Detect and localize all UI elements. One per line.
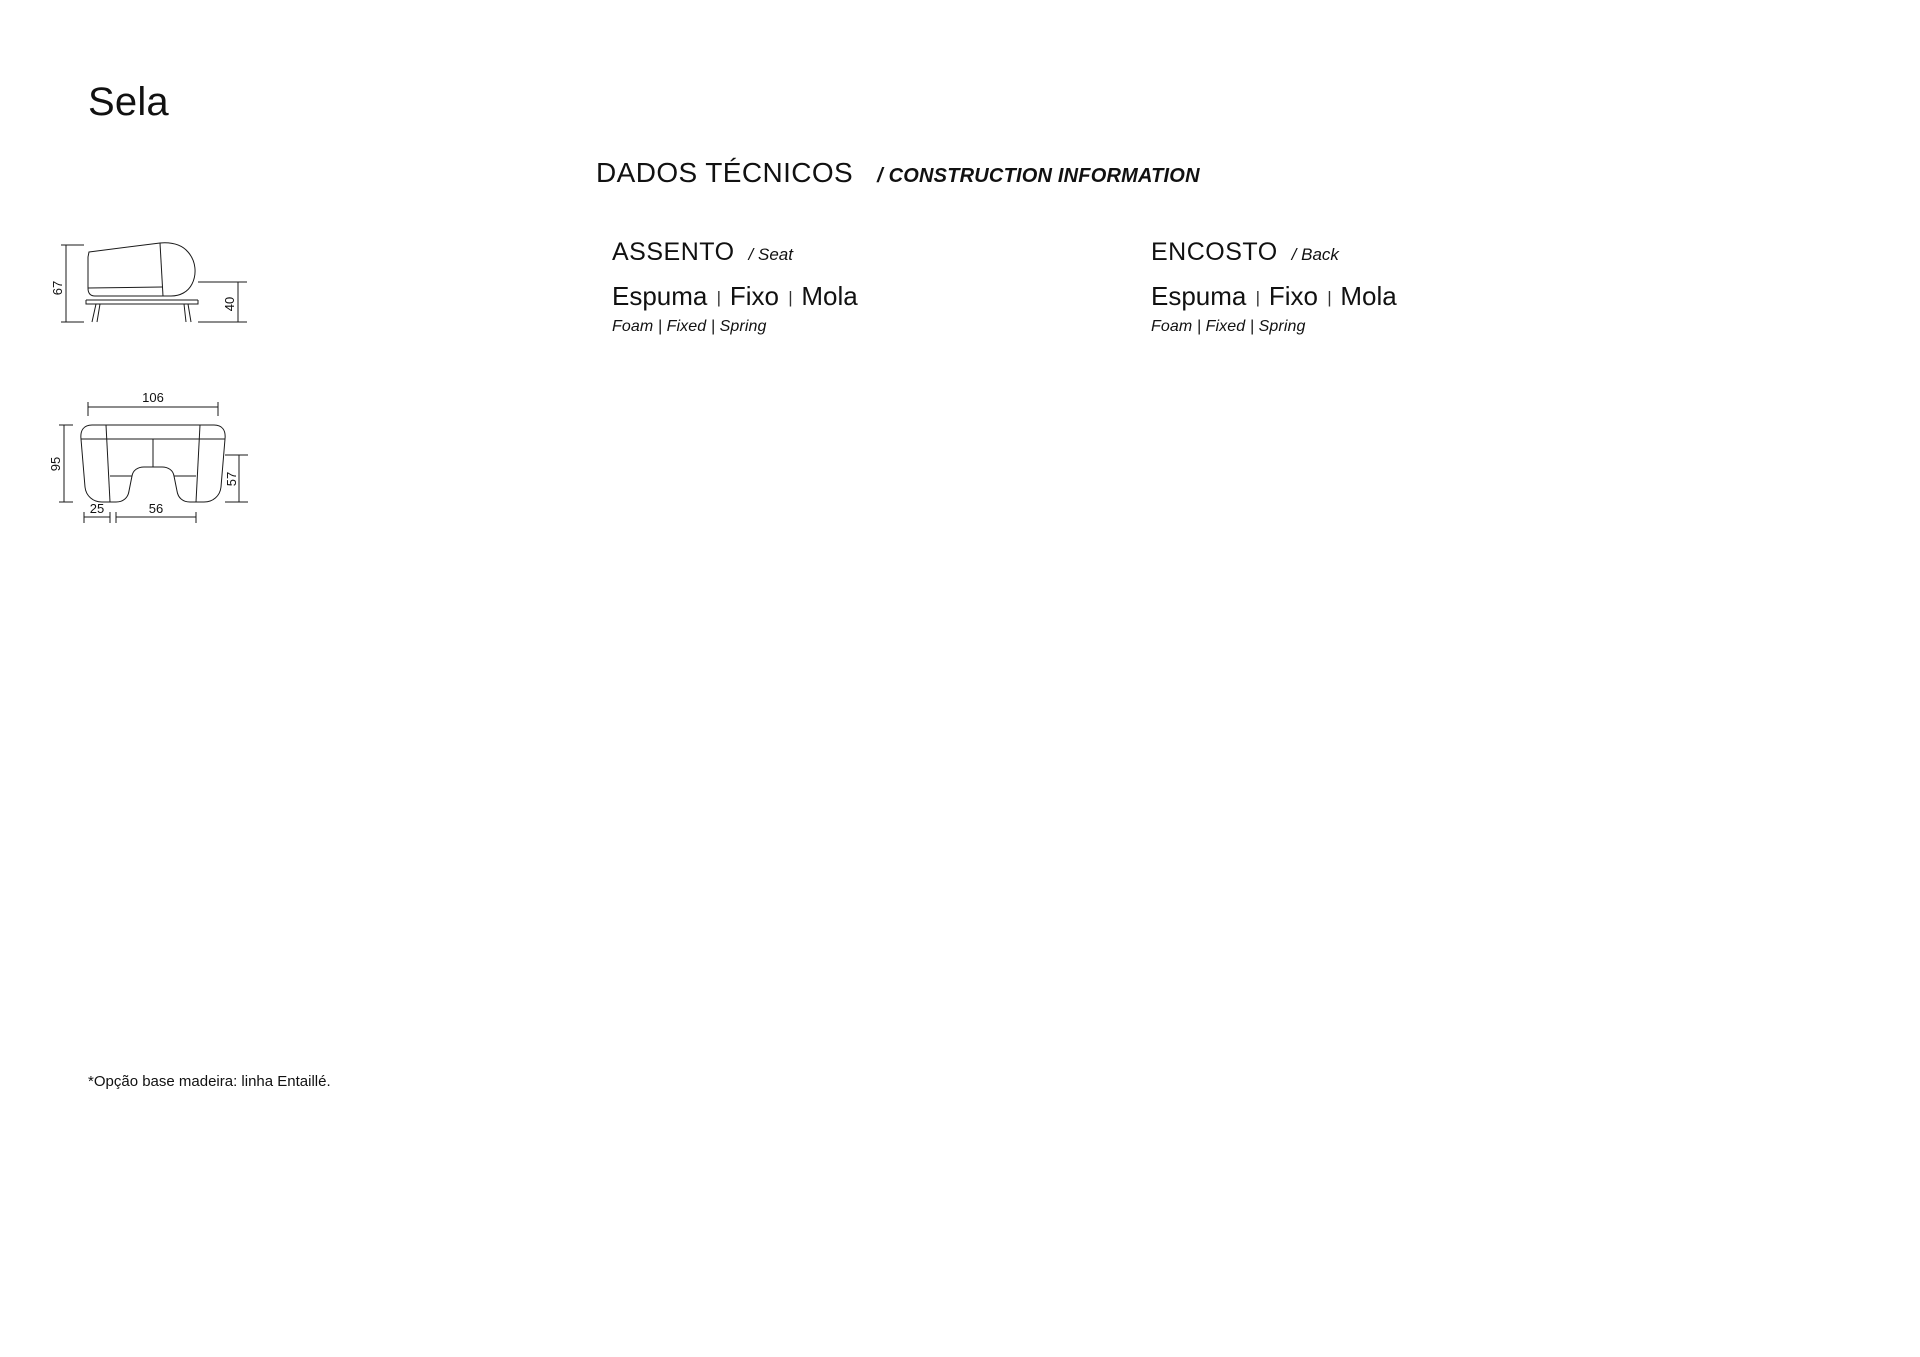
- spec-back-fixed-pt: Fixo: [1268, 281, 1318, 311]
- spec-seat-foam-pt: Espuma: [612, 281, 708, 311]
- spec-back-foam-pt: Espuma: [1151, 281, 1247, 311]
- spec-head-seat-en: / Seat: [748, 245, 793, 264]
- spec-seat-separator-1: |: [716, 288, 721, 307]
- side-elevation-drawing: [40, 230, 270, 360]
- dim-side-height: 67: [50, 280, 65, 296]
- spec-values-seat-en: Foam | Fixed | Spring: [612, 318, 767, 335]
- spec-seat-separator-2: |: [787, 288, 793, 307]
- spec-head-back-pt: ENCOSTO: [1151, 238, 1278, 266]
- spec-head-back-en: / Back: [1291, 245, 1339, 264]
- spec-values-back-pt: [1151, 281, 1397, 312]
- spec-head-back: [1151, 238, 1397, 267]
- dim-arm-width: 25: [89, 501, 105, 516]
- dim-seat-width: 56: [148, 501, 164, 516]
- dim-plan-depth: 95: [48, 456, 63, 472]
- spec-values-seat-pt: [612, 281, 858, 312]
- spec-seat-fixed-pt: Fixo: [729, 281, 779, 311]
- spec-column-seat: [612, 238, 858, 336]
- technical-data-heading-pt: DADOS TÉCNICOS: [596, 157, 854, 188]
- page-title: Sela: [88, 80, 169, 124]
- dim-seat-height: 40: [222, 296, 237, 312]
- plan-view-drawing: [40, 390, 290, 590]
- spec-back-separator-1: |: [1255, 288, 1260, 307]
- spec-column-back: [1151, 238, 1397, 336]
- dim-plan-inner-depth: 57: [224, 471, 239, 487]
- technical-data-heading: [596, 157, 1200, 189]
- spec-head-seat: [612, 238, 858, 267]
- spec-back-spring-pt: Mola: [1340, 281, 1397, 311]
- spec-back-separator-2: |: [1326, 288, 1332, 307]
- dim-plan-width: 106: [142, 390, 164, 405]
- spec-head-seat-pt: ASSENTO: [612, 238, 735, 266]
- spec-seat-spring-pt: Mola: [801, 281, 858, 311]
- technical-data-heading-en: / CONSTRUCTION INFORMATION: [877, 165, 1200, 187]
- spec-values-back-en: Foam | Fixed | Spring: [1151, 318, 1306, 335]
- footnote: *Opção base madeira: linha Entaillé.: [88, 1073, 331, 1090]
